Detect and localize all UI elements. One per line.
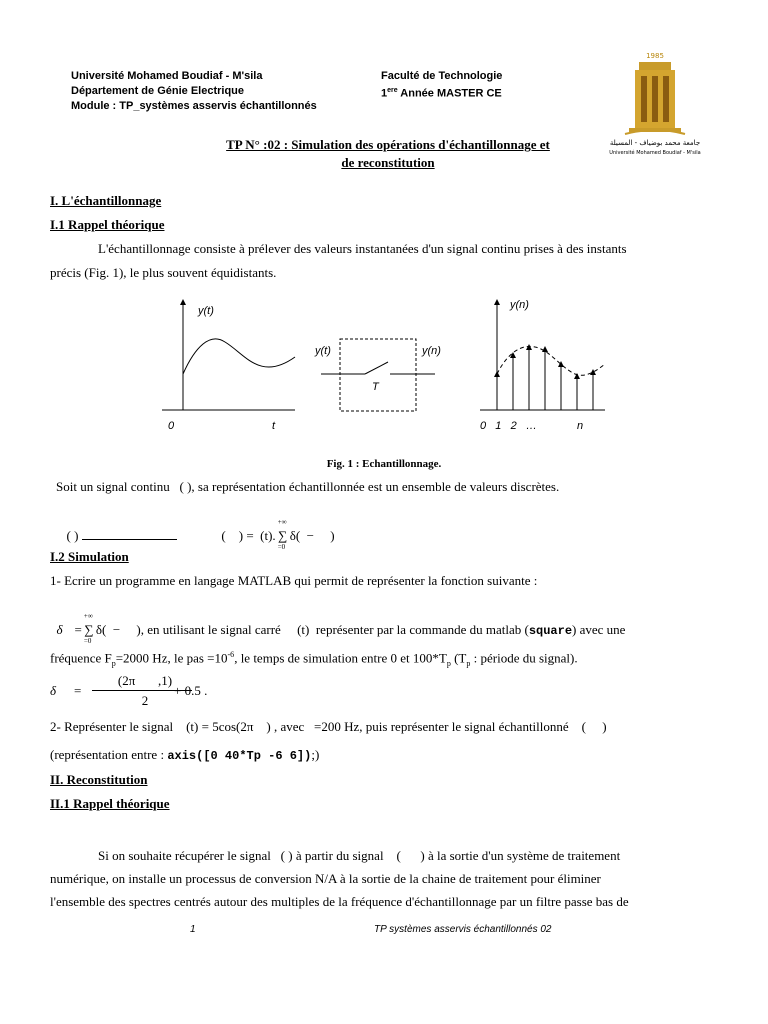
equation-1: ( ) ( ) = (t). +∞ ∑ =0 δ( − ) <box>66 518 335 551</box>
simulation-item-2: 2- Représenter le signal (t) = 5cos(2π ) , avec =200 Hz, puis représenter le signal échantillonné ( ) <box>50 719 607 734</box>
left-origin: 0 <box>168 420 175 432</box>
sampler-switch <box>365 362 388 374</box>
sampler-output-label: y(n) <box>422 345 441 357</box>
section-2-1-heading: II.1 Rappel théorique <box>50 796 170 811</box>
para1-line1: L'échantillonnage consiste à prélever des valeurs instantanées d'un signal continu prises à des instants <box>98 241 627 256</box>
section-1-2-heading: I.2 Simulation <box>50 549 129 564</box>
continuous-signal-curve <box>183 339 295 374</box>
year-label: 1ere Année MASTER CE <box>381 87 502 100</box>
equation-2: δ = (2π ,1) 2 + 0.5 . <box>50 673 208 708</box>
sampler-input-label: y(t) <box>315 345 331 357</box>
section-2-heading: II. Reconstitution <box>50 772 148 787</box>
svg-text:Université Mohamed Boudiaf - M: Université Mohamed Boudiaf - M'sila <box>609 150 701 156</box>
sampling-figure <box>150 292 620 442</box>
svg-text:جامعة محمد بوضياف - المسيلة: جامعة محمد بوضياف - المسيلة <box>609 139 701 147</box>
section-1-heading: I. L'échantillonnage <box>50 193 162 208</box>
page-title-line1: TP N° :02 : Simulation des opérations d'échantillonnage et <box>226 137 550 152</box>
simulation-item-1-formula: δ = +∞ ∑ =0 δ( − ), en utilisant le signal carré (t) représenter par la commande du matlab (square) avec une <box>56 612 626 645</box>
reconstitution-para-line1: Si on souhaite récupérer le signal ( ) à partir du signal ( ) à la sortie d'un système de traitement <box>98 848 621 863</box>
left-xlabel: t <box>272 420 276 432</box>
simulation-item-1-params: fréquence $F_p=2000$ Hz, le pas $=10^{-6}$, le temps de simulation entre 0 et $100*T_p$ ($T_p$ : période du signal). <box>50 650 578 668</box>
right-ticks: 0 1 2 … <box>480 420 537 432</box>
figure-caption: Fig. 1 : Echantillonnage. <box>326 458 442 470</box>
svg-text:1985: 1985 <box>646 52 664 60</box>
module-name: Module : TP_systèmes asservis échantillonnés <box>71 100 317 112</box>
simulation-item-2-axis: (représentation entre : axis([0 40*Tp -6 6]);) <box>50 747 320 763</box>
right-ylabel: y(n) <box>510 299 529 311</box>
reconstitution-para-line3: l'ensemble des spectres centrés autour des multiples de la fréquence d'échantillonnage par un filtre passe bas de <box>50 894 629 909</box>
left-ylabel: y(t) <box>198 305 214 317</box>
reconstitution-para-line2: numérique, on installe un processus de conversion N/A à la sortie de la chaine de traitement pour éliminer <box>50 871 601 886</box>
university-name: Université Mohamed Boudiaf - M'sila <box>71 70 263 82</box>
right-n-label: n <box>577 420 584 432</box>
footer-title: TP systèmes asservis échantillonnés 02 <box>374 924 552 935</box>
page-title-line2: de reconstitution <box>341 155 435 170</box>
department-name: Département de Génie Electrique <box>71 85 244 97</box>
simulation-item-1: 1- Ecrire un programme en langage MATLAB qui permit de représenter la fonction suivante : <box>50 573 538 588</box>
sampler-period-label: T <box>372 381 379 393</box>
signal-description: Soit un signal continu ( ), sa représentation échantillonnée est un ensemble de valeurs discrètes. <box>56 479 560 494</box>
footer-page-number: 1 <box>190 924 196 935</box>
section-1-1-heading: I.1 Rappel théorique <box>50 217 165 232</box>
faculty-name: Faculté de Technologie <box>381 70 503 82</box>
para1-line2: précis (Fig. 1), le plus souvent équidistants. <box>50 265 277 280</box>
sample-stems <box>497 347 593 410</box>
sampler-box <box>340 339 416 411</box>
